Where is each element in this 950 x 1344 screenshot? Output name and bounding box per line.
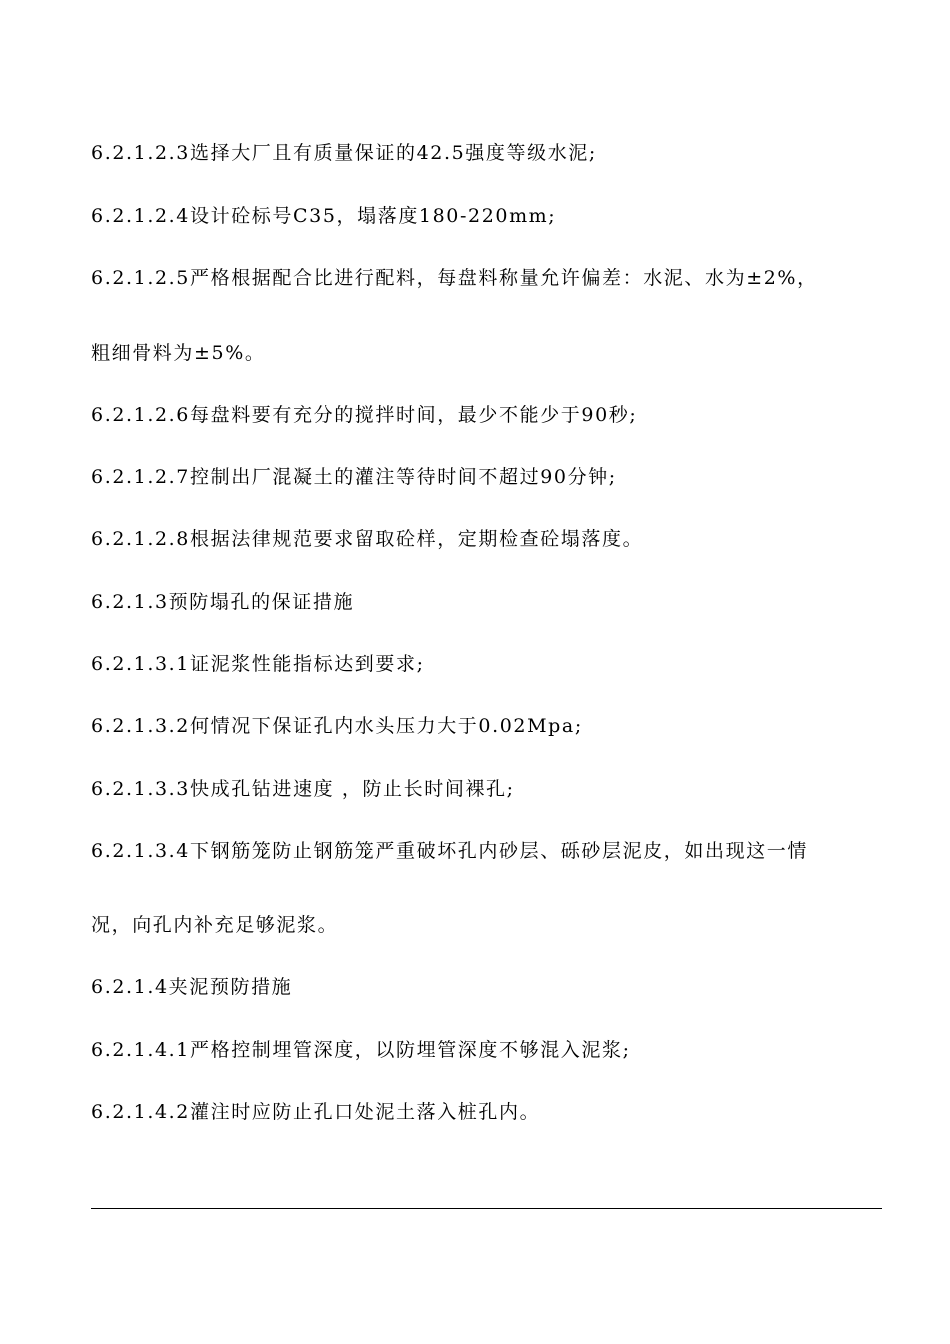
text-line: 6.2.1.2.7控制出厂混凝土的灌注等待时间不超过90分钟; [91,466,617,488]
text-line: 6.2.1.2.5严格根据配合比进行配料，每盘料称量允许偏差：水泥、水为±2%， [91,267,818,289]
section-heading: 6.2.1.4夹泥预防措施 [91,976,293,998]
text-line: 6.2.1.3.1证泥浆性能指标达到要求; [91,653,425,675]
footer-rule [91,1208,882,1209]
text-line: 6.2.1.4.1严格控制埋管深度，以防埋管深度不够混入泥浆; [91,1039,631,1061]
text-line: 6.2.1.3.2何情况下保证孔内水头压力大于0.02Mpa; [91,715,583,737]
text-line: 6.2.1.3.4下钢筋笼防止钢筋笼严重破坏孔内砂层、砾砂层泥皮，如出现这一情 [91,840,809,862]
text-line: 况，向孔内补充足够泥浆。 [91,914,339,936]
text-line: 6.2.1.2.3选择大厂且有质量保证的42.5强度等级水泥; [91,142,597,164]
text-line: 6.2.1.3.3快成孔钻进速度 ，防止长时间裸孔; [91,778,515,800]
text-line: 6.2.1.2.6每盘料要有充分的搅拌时间，最少不能少于90秒; [91,404,638,426]
text-line: 6.2.1.4.2灌注时应防止孔口处泥土落入桩孔内。 [91,1101,541,1123]
text-line: 6.2.1.2.8根据法律规范要求留取砼样，定期检查砼塌落度。 [91,528,644,550]
text-line: 粗细骨料为±5%。 [91,342,266,364]
text-line: 6.2.1.2.4设计砼标号C35，塌落度180-220mm; [91,205,557,227]
section-heading: 6.2.1.3预防塌孔的保证措施 [91,591,355,613]
